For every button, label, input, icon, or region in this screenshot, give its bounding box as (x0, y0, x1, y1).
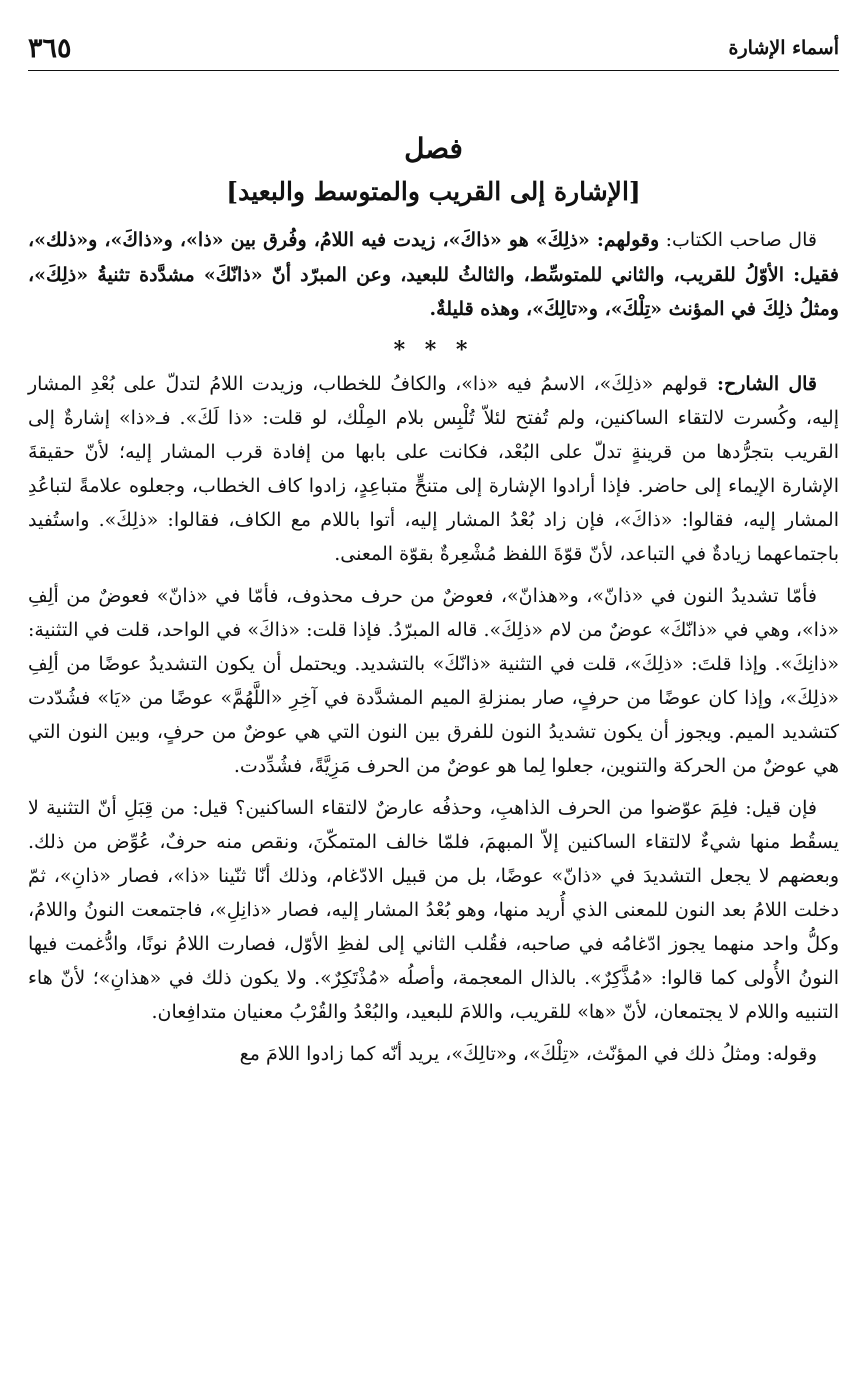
matn-body: وقولهم: «ذلِكَ» هو «ذاكَ»، زيدت فيه اللامُ، وفُرق بين «ذا»، و«ذاكَ»، و«ذلك»، فقيل: الأوّلُ للقريب، والثاني للمتوسِّط، والثالثُ للبعيد، وعن المبرّد أنّ «ذانّكَ» مشدَّدة تثنيةُ «ذلِكَ»، ومثلُ ذلِكَ في المؤنث «تِلْكَ»، و«تالِكَ»، وهذه قليلةٌ. (28, 229, 839, 320)
sharh-paragraph-2: فأمّا تشديدُ النون في «ذانّ»، و«هذانّ»، فعوضٌ من حرف محذوف، فأمّا في «ذانّ» فعوضٌ من ألِفِ «ذا»، وهي في «ذانّكَ» عوضٌ من لام «ذلِكَ». قاله المبرّدُ. فإذا قلت: «ذاكَ» في الواحد، قلت في التثنية: «ذانِكَ». وإذا قلتَ: «ذلِكَ»، قلت في التثنية «ذانّكَ» بالتشديد. ويحتمل أن يكون التشديدُ عوضًا من ألِفِ «ذلِكَ»، وإذا كان عوضًا من حرفٍ، صار بمنزلةِ الميم المشدَّدة في آخِرِ «اللَّهُمَّ» عوضًا من «يَا» فشُدّدت كتشديد الميم. ويجوز أن يكون تشديدُ النون للفرق بين النون التي هي عوضٌ من حرفٍ، وبين النون التي هي عوضٌ من الحركة والتنوين، جعلوا لِما هو عوضٌ من الحرف مَزِيَّةً، فشُدِّدت. (28, 584, 839, 777)
section-subtitle: [الإشارة إلى القريب والمتوسط والبعيد] (226, 177, 641, 206)
running-header (28, 26, 839, 71)
sharh-label: قال الشارح: (707, 372, 817, 395)
running-title: أسماء الإشارة (728, 37, 839, 59)
sharh-paragraph-1-text: قولهم «ذلِكَ»، الاسمُ فيه «ذا»، والكافُ للخطاب، وزيدت اللامُ لتدلّ على بُعْدِ المشار إليه، وكُسرت لالتقاء الساكنين، ولم تُفتح لئلاّ تُلْبِس بلام المِلْك، لو قلت: «ذا لَكَ». فـ«ذا» إشارةٌ إلى القريب بتجرُّدها من قرينةٍ تدلّ على البُعْد، فكانت على بابها من إفادة قرب المشار إليه؛ لأنّ حقيقةَ الإشارة الإيماء إلى حاضر. فإذا أرادوا الإشارة إلى متنحٍّ متباعِدٍ، زادوا كاف الخطاب، وجعلوه علامةً لتباعُدِ المشار إليه، فقالوا: «ذاكَ»، فإن زاد بُعْدُ المشار إليه، أتوا باللام مع الكاف، فقالوا: «ذلِكَ». واستُفيد باجتماعهما زيادةٌ في التباعد، لأنّ قوّةَ اللفظ مُشْعِرةٌ بقوّة المعنى. (28, 372, 839, 565)
sharh-paragraph-4: وقوله: ومثلُ ذلك في المؤنّث، «تِلْكَ»، و«تالِكَ»، يريد أنّه كما زادوا اللامَ مع (239, 1042, 817, 1065)
book-page (28, 26, 839, 1371)
section-title: فصل (404, 132, 463, 165)
matn-paragraph (28, 223, 839, 327)
page-number: ٣٦٥ (28, 32, 72, 64)
sharh-text (28, 367, 839, 1071)
sharh-paragraph-1 (28, 367, 839, 571)
matn-intro: قال صاحب الكتاب: (659, 229, 817, 251)
matn-text (28, 223, 839, 327)
sharh-paragraph-3: فإن قيل: فلِمَ عوّضوا من الحرف الذاهبِ، وحذفُه عارضٌ لالتقاء الساكنين؟ قيل: من قِبَلِ أنّ التثنية لا يسقُط منها شيءٌ لالتقاء الساكنين إلاّ المبهمَ، فلمّا خالف المتمكّنَ، ونقص منه حرفٌ، عُوِّض من ذلك. وبعضهم لا يجعل التشديدَ في «ذانّ» عوضًا، بل من قبيل الادّغام، وذلك أنّا ثنّينا «ذا»، فصار «ذانِ»، ثمّ دخلت اللامُ بعد النون للمعنى الذي أُريد منها، وهو بُعْدُ المشار إليه، فصار «ذانِلِ»، فاجتمعت النونُ واللامُ، وكلُّ واحد منهما يجوز ادّغامُه في صاحبه، فقُلب الثاني إلى لفظِ الأوّل، فصارت اللامُ نونًا، وادُّغمت فيها النونُ الأُولى كما قالوا: «مُذَّكِرٌ». بالذال المعجمة، وأصلُه «مُذْتَكِرٌ». ولا يكون ذلك في «هذانِ»؛ لأنّ هاء التنبيه واللام لا يجتمعان، لأنّ «ها» للقريب، واللامَ للبعيد، والبُعْدُ والقُرْبُ معنيان متدافِعان. (28, 796, 839, 1023)
section-separator: * * * (393, 336, 474, 363)
